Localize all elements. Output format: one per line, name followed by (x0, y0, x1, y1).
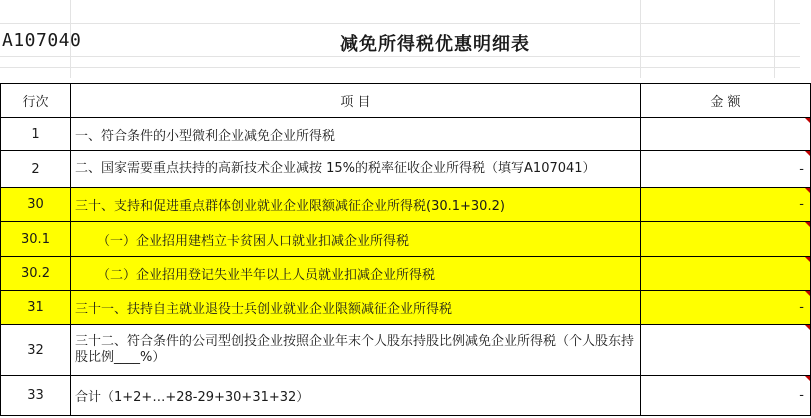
item-cell[interactable]: 二、国家需要重点扶持的高新技术企业减按 15%的税率征收企业所得税（填写A107041） (71, 151, 641, 188)
amount-cell[interactable] (641, 257, 811, 291)
row-no-cell[interactable]: 30 (1, 188, 71, 222)
amount-cell[interactable] (641, 376, 811, 416)
row-no-cell[interactable]: 30.1 (1, 222, 71, 257)
header-item[interactable]: 项 目 (71, 84, 641, 118)
comment-marker (805, 325, 810, 330)
grid-line (0, 67, 800, 68)
row-no-cell[interactable]: 1 (1, 118, 71, 151)
item-cell[interactable]: 合计（1+2+…+28-29+30+31+32） (71, 376, 641, 416)
item-cell[interactable]: 三十二、符合条件的公司型创投企业按照企业年末个人股东持股比例减免企业所得税（个人股东持股比例____%） (71, 325, 641, 376)
table-row-highlighted (1, 222, 811, 257)
amount-cell[interactable] (641, 325, 811, 376)
form-code[interactable]: A107040 (2, 30, 82, 51)
amount-value: - (799, 300, 804, 315)
comment-marker (805, 118, 810, 123)
row-no-cell[interactable]: 31 (1, 291, 71, 325)
item-cell[interactable]: （二）企业招用登记失业半年以上人员就业扣减企业所得税 (71, 257, 641, 291)
table-row (1, 376, 811, 416)
table-row (1, 118, 811, 151)
comment-marker (805, 222, 810, 227)
table-row (1, 325, 811, 376)
grid-line (0, 23, 800, 24)
amount-cell[interactable] (641, 291, 811, 325)
amount-value: - (799, 388, 804, 403)
item-cell[interactable]: 一、符合条件的小型微利企业减免企业所得税 (71, 118, 641, 151)
amount-cell[interactable] (641, 222, 811, 257)
amount-cell[interactable] (641, 118, 811, 151)
relief-table (0, 83, 811, 416)
comment-marker (805, 257, 810, 262)
row-no-cell[interactable]: 2 (1, 151, 71, 188)
row-no-cell[interactable]: 32 (1, 325, 71, 376)
grid-line (0, 56, 800, 57)
form-title[interactable]: 减免所得税优惠明细表 (340, 34, 530, 55)
item-cell[interactable]: 三十一、扶持自主就业退役士兵创业就业企业限额减征企业所得税 (71, 291, 641, 325)
row-no-cell[interactable]: 33 (1, 376, 71, 416)
amount-cell[interactable] (641, 188, 811, 222)
table-row (1, 151, 811, 188)
table-row-highlighted (1, 257, 811, 291)
table-row-highlighted (1, 188, 811, 222)
amount-value: - (799, 161, 804, 177)
amount-cell[interactable] (641, 151, 811, 188)
header-row-no[interactable]: 行次 (1, 84, 71, 118)
table-row-highlighted (1, 291, 811, 325)
header-amount[interactable]: 金 额 (641, 84, 811, 118)
comment-marker (805, 188, 810, 193)
comment-marker (805, 291, 810, 296)
table-header-row (1, 84, 811, 118)
item-cell[interactable]: （一）企业招用建档立卡贫困人口就业扣减企业所得税 (71, 222, 641, 257)
item-cell[interactable]: 三十、支持和促进重点群体创业就业企业限额减征企业所得税(30.1+30.2) (71, 188, 641, 222)
row-no-cell[interactable]: 30.2 (1, 257, 71, 291)
amount-value: - (799, 197, 804, 212)
comment-marker (805, 376, 810, 381)
comment-marker (805, 151, 810, 156)
